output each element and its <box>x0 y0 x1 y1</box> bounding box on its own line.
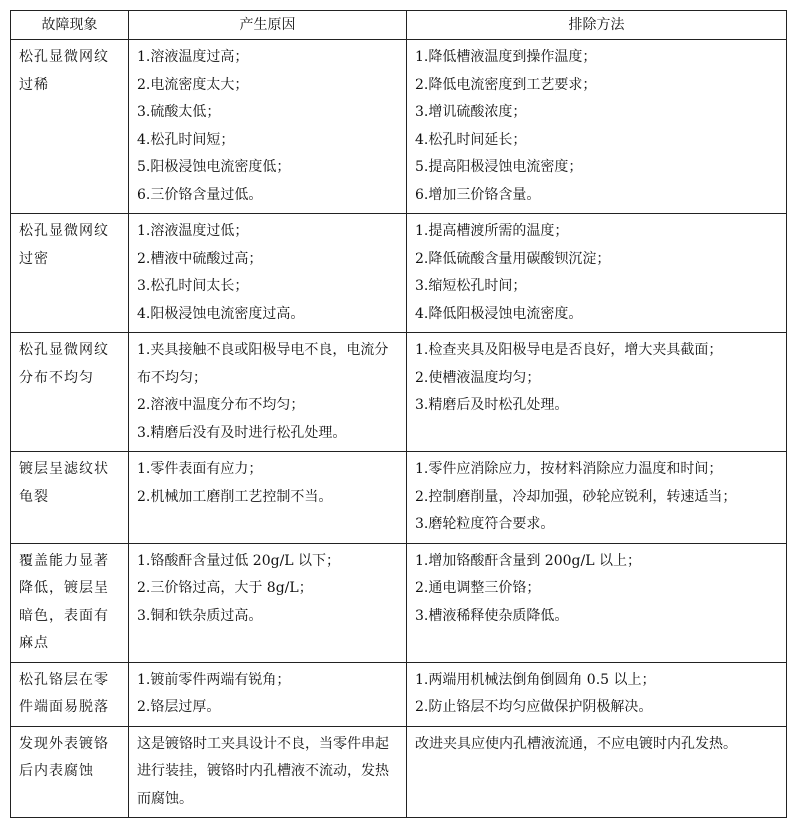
symptom-cell: 镀层呈滤纹状龟裂 <box>11 452 129 544</box>
remedy-item: 改进夹具应使内孔槽液流通，不应电镀时内孔发热。 <box>415 735 737 752</box>
cause-item: 1.零件表面有应力； <box>137 461 263 477</box>
remedy-cell <box>407 662 787 726</box>
table-row <box>11 214 787 333</box>
cause-item: 1.夹具接触不良或阳极导电不良，电流分布不均匀； <box>137 342 389 386</box>
header-cause: 产生原因 <box>129 11 407 40</box>
cause-item: 这是镀铬时工夹具设计不良，当零件串起进行装挂，镀铬时内孔槽液不流动，发热而腐蚀。 <box>137 735 389 807</box>
symptom-cell: 发现外表镀铬后内表腐蚀 <box>11 726 129 818</box>
cause-item: 2.三价铬过高，大于 8g/L； <box>137 580 313 596</box>
remedy-item: 2.降低电流密度到工艺要求； <box>415 76 597 93</box>
cause-cell <box>129 726 407 818</box>
remedy-item: 2.降低硫酸含量用碳酸钡沉淀； <box>415 250 611 267</box>
header-row <box>11 11 787 40</box>
symptom-cell: 松孔显微网纹过稀 <box>11 40 129 214</box>
remedy-item: 2.控制磨削量，冷却加强，砂轮应锐利，转速适当； <box>415 488 737 505</box>
remedy-item: 3.缩短松孔时间； <box>415 278 527 294</box>
remedy-item: 6.增加三价铬含量。 <box>415 186 541 203</box>
table-row <box>11 726 787 818</box>
symptom-cell: 松孔显微网纹过密 <box>11 214 129 333</box>
cause-cell <box>129 214 407 333</box>
remedy-cell <box>407 333 787 452</box>
cause-item: 3.硫酸太低； <box>137 104 221 120</box>
remedy-cell <box>407 214 787 333</box>
table-row <box>11 452 787 544</box>
cause-cell <box>129 333 407 452</box>
cause-item: 3.铜和铁杂质过高。 <box>137 607 263 624</box>
cause-item: 4.松孔时间短； <box>137 131 235 148</box>
remedy-item: 1.降低槽液温度到操作温度； <box>415 49 597 65</box>
cause-item: 3.松孔时间太长； <box>137 278 249 294</box>
table-row <box>11 333 787 452</box>
remedy-cell <box>407 726 787 818</box>
cause-item: 2.机械加工磨削工艺控制不当。 <box>137 488 333 505</box>
header-remedy: 排除方法 <box>407 11 787 40</box>
symptom-cell: 松孔显微网纹分布不均匀 <box>11 333 129 452</box>
remedy-item: 2.使槽液温度均匀； <box>415 369 541 386</box>
remedy-item: 1.两端用机械法倒角倒圆角 0.5 以上； <box>415 671 656 688</box>
header-symptom: 故障现象 <box>11 11 129 40</box>
cause-item: 1.溶液温度过低； <box>137 223 249 239</box>
remedy-cell <box>407 543 787 662</box>
remedy-item: 3.精磨后及时松孔处理。 <box>415 397 569 413</box>
symptom-cell: 松孔铬层在零件端面易脱落 <box>11 662 129 726</box>
cause-item: 2.电流密度太大； <box>137 76 249 93</box>
cause-cell <box>129 452 407 544</box>
remedy-item: 1.检查夹具及阳极导电是否良好，增大夹具截面； <box>415 342 723 358</box>
cause-item: 3.精磨后没有及时进行松孔处理。 <box>137 424 347 441</box>
cause-item: 2.铬层过厚。 <box>137 699 221 715</box>
remedy-item: 2.通电调整三价铬； <box>415 580 541 596</box>
remedy-item: 4.松孔时间延长； <box>415 131 527 148</box>
cause-item: 1.铬酸酐含量过低 20g/L 以下； <box>137 552 341 569</box>
remedy-item: 1.提高槽渡所需的温度； <box>415 223 569 239</box>
remedy-item: 1.零件应消除应力，按材料消除应力温度和时间； <box>415 461 723 477</box>
remedy-item: 1.增加铬酸酐含量到 200g/L 以上； <box>415 552 641 569</box>
remedy-item: 5.提高阳极浸蚀电流密度； <box>415 159 583 175</box>
cause-cell <box>129 662 407 726</box>
table-row <box>11 543 787 662</box>
remedy-item: 3.磨轮粒度符合要求。 <box>415 516 555 532</box>
cause-cell <box>129 543 407 662</box>
table-row <box>11 40 787 214</box>
remedy-item: 3.增讥硫酸浓度； <box>415 104 527 120</box>
cause-item: 1.溶液温度过高； <box>137 49 249 65</box>
cause-item: 5.阳极浸蚀电流密度低； <box>137 159 291 175</box>
cause-item: 2.溶液中温度分布不均匀； <box>137 397 305 413</box>
remedy-cell <box>407 40 787 214</box>
remedy-item: 4.降低阳极浸蚀电流密度。 <box>415 305 583 322</box>
symptom-cell: 覆盖能力显著降低，镀层呈暗色，表面有麻点 <box>11 543 129 662</box>
cause-item: 6.三价铬含量过低。 <box>137 186 263 203</box>
remedy-item: 3.槽液稀释使杂质降低。 <box>415 607 569 624</box>
cause-item: 4.阳极浸蚀电流密度过高。 <box>137 305 305 322</box>
fault-table <box>10 10 787 818</box>
cause-cell <box>129 40 407 214</box>
cause-item: 2.槽液中硫酸过高； <box>137 250 263 267</box>
remedy-item: 2.防止铬层不均匀应做保护阴极解决。 <box>415 699 653 715</box>
remedy-cell <box>407 452 787 544</box>
table-row <box>11 662 787 726</box>
cause-item: 1.镀前零件两端有锐角； <box>137 671 291 688</box>
